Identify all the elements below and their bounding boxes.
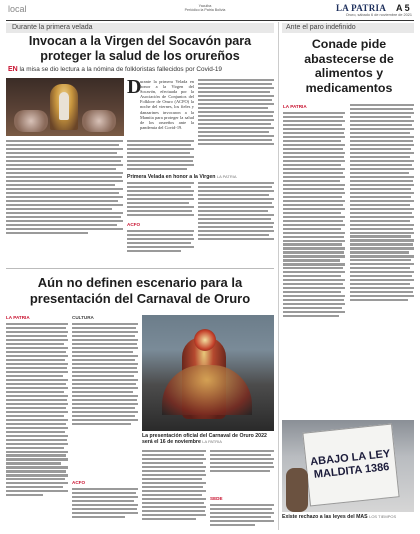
- column-divider: [278, 22, 279, 530]
- header-date: Oruro, sábado 6 de noviembre de 2021: [345, 13, 412, 17]
- story1-col3-text: [198, 79, 274, 145]
- story1-deck: [8, 66, 274, 76]
- story1-headline: Invocan a la Virgen del Socavón para proteger la salud de los orureños: [28, 34, 252, 63]
- story1-col2c-text: [127, 230, 194, 252]
- velada-photo: [6, 78, 124, 136]
- story1-col2b-text: [127, 182, 194, 216]
- story1-tag: EN: [8, 66, 18, 73]
- story3-photo-caption: [282, 514, 414, 520]
- story3-byline: LA PATRIA: [283, 104, 307, 109]
- header-center: [170, 4, 240, 13]
- story2-photo-caption-text: La presentación oficial del Carnaval de Oruro 2022 será el 16 de noviembre: [142, 433, 267, 445]
- flowers-left: [14, 110, 48, 132]
- story3-photo-credit: LOS TIEMPOS: [369, 514, 397, 519]
- page-number: A 5: [396, 3, 410, 13]
- story1-lead: urante la primera Velada en honor a la Virgen del Socavón, efectuada por la Asociación de Conjuntos del Folklore de Oruro (ACFO) la noche del viernes, los fieles y danzarines invocaron a la Mamita para proteger la salud de los orureños ante la pandemia del Covid-19.: [140, 79, 194, 130]
- protest-sign: [302, 423, 399, 506]
- story2-photo-caption: [142, 433, 274, 445]
- header-center-line1: Yacuiba: [198, 4, 212, 8]
- story1-col3b-text: [198, 182, 274, 240]
- story1-acfo-subhead: ACFO: [127, 222, 141, 227]
- story2-col2b-text: [72, 488, 138, 518]
- story2-section-label: CULTURA: [72, 315, 94, 320]
- story2-byline: LA PATRIA: [6, 315, 30, 320]
- story1-dropcap: D: [127, 76, 142, 98]
- story3-kicker: Ante el paro indefinido: [286, 24, 356, 31]
- story2-col4b-text: [210, 504, 274, 526]
- protest-sign-text: ABAJO LA LEY MALDITA 1386: [309, 447, 391, 481]
- flowers-right: [82, 110, 116, 132]
- carnaval-photo: [142, 315, 274, 431]
- story2-headline: Aún no definen escenario para la presentación del Carnaval de Oruro: [29, 275, 251, 306]
- story3-photo-caption-text: Existe rechazo a las leyes del MAS: [282, 514, 368, 520]
- story2-col3-text: [142, 450, 206, 520]
- brand-logo: LA PATRIA: [336, 3, 387, 13]
- story2-sede-subhead: SEDE: [210, 496, 223, 501]
- dancer-mask: [194, 329, 216, 351]
- story1-photo-credit: LA PATRIA: [216, 174, 237, 179]
- header-center-line2: Periódico la Patria Bolivia: [184, 8, 226, 13]
- story2-acfo-subhead: ACFO: [72, 480, 86, 485]
- protest-photo: [282, 420, 414, 512]
- story2-col2-text: [72, 323, 138, 425]
- story-divider: [6, 268, 274, 269]
- story1-photo-caption: [127, 174, 275, 180]
- story3-col2-text: [350, 104, 414, 301]
- story3-headline: Conade pide abastecerse de alimentos y medicamentos: [304, 37, 394, 95]
- story1-deck-text: la misa se dio lectura a la nómina de folkloristas fallecidos por Covid-19: [19, 66, 222, 73]
- story1-col2-text: [127, 140, 194, 170]
- story2-photo-credit: LA PATRIA: [202, 439, 222, 444]
- section-label: local: [8, 4, 27, 14]
- protester-arm: [286, 468, 308, 512]
- story2-col4-text: [210, 450, 274, 472]
- story1-kicker: Durante la primera velada: [12, 24, 93, 31]
- header-rule: [6, 20, 414, 21]
- story1-col1-text: [6, 140, 123, 234]
- virgin-figure: [59, 92, 69, 120]
- story1-photo-caption-text: Primera Velada en honor a la Virgen: [127, 174, 216, 180]
- story2-col1-text: [6, 323, 68, 496]
- dancer-cape: [162, 365, 252, 415]
- story3-col1-text: [283, 112, 345, 317]
